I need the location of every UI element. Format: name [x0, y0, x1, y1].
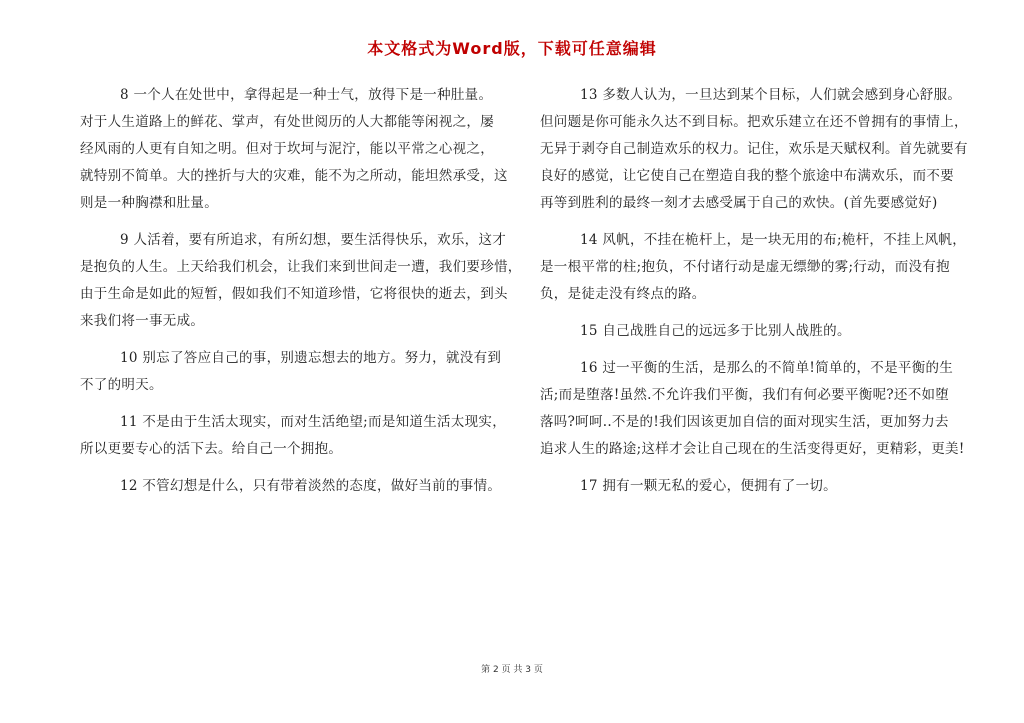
paragraph-9 — [80, 227, 520, 335]
text-line: 8 一个人在处世中，拿得起是一种士气，放得下是一种肚量。 — [120, 87, 493, 103]
right-text-column — [540, 82, 980, 510]
text-line: 经风雨的人更有自知之明。但对于坎坷与泥泞，能以平常之心视之， — [80, 141, 494, 157]
text-line: 17 拥有一颗无私的爱心，便拥有了一切。 — [580, 478, 837, 494]
paragraph-17 — [540, 473, 980, 500]
text-line: 但问题是你可能永久达不到目标。把欢乐建立在还不曾拥有的事情上， — [540, 114, 968, 130]
paragraph-11 — [80, 409, 520, 463]
paragraph-12 — [80, 473, 520, 500]
text-line: 良好的感觉，让它使自己在塑造自我的整个旅途中布满欢乐，而不要 — [540, 168, 954, 184]
document-header-title: 本文格式为Word版，下载可任意编辑 — [367, 39, 657, 58]
paragraph-8 — [80, 82, 520, 217]
text-line: 16 过一平衡的生活，是那么的不简单!简单的，不是平衡的生 — [580, 360, 954, 376]
paragraph-13 — [540, 82, 980, 217]
paragraph-15 — [540, 318, 980, 345]
text-line: 就特别不简单。大的挫折与大的灾难，能不为之所动，能坦然承受，这 — [80, 168, 508, 184]
text-line: 9 人活着，要有所追求，有所幻想，要生活得快乐，欢乐，这才 — [120, 232, 507, 248]
text-line: 12 不管幻想是什么，只有带着淡然的态度，做好当前的事情。 — [120, 478, 502, 494]
text-line: 15 自己战胜自己的远远多于比别人战胜的。 — [580, 323, 851, 339]
text-line: 10 别忘了答应自己的事，别遗忘想去的地方。努力，就没有到 — [120, 350, 502, 366]
paragraph-16 — [540, 355, 980, 463]
text-line: 来我们将一事无成。 — [80, 313, 205, 329]
text-line: 14 风帆，不挂在桅杆上，是一块无用的布;桅杆，不挂上风帆， — [580, 232, 967, 248]
text-line: 无异于剥夺自己制造欢乐的权力。记住，欢乐是天赋权利。首先就要有 — [540, 141, 968, 157]
text-line: 所以更要专心的活下去。给自己一个拥抱。 — [80, 441, 343, 457]
text-line: 是一根平常的柱;抱负，不付诸行动是虚无缥缈的雾;行动，而没有抱 — [540, 259, 950, 275]
text-line: 追求人生的路途;这样才会让自己现在的生活变得更好，更精彩，更美! — [540, 441, 965, 457]
text-line: 由于生命是如此的短暂，假如我们不知道珍惜，它将很快的逝去，到头 — [80, 286, 508, 302]
text-line: 13 多数人认为，一旦达到某个目标，人们就会感到身心舒服。 — [580, 87, 962, 103]
text-line: 对于人生道路上的鲜花、掌声，有处世阅历的人大都能等闲视之，屡 — [80, 114, 494, 130]
left-text-column — [80, 82, 520, 510]
text-line: 再等到胜利的最终一刻才去感受属于自己的欢快。(首先要感觉好) — [540, 195, 938, 211]
page-number-footer: 第 2 页 共 3 页 — [481, 665, 543, 675]
text-line: 不了的明天。 — [80, 377, 163, 393]
text-line: 是抱负的人生。上天给我们机会，让我们来到世间走一遭，我们要珍惜， — [80, 259, 522, 275]
text-line: 负，是徒走没有终点的路。 — [540, 286, 706, 302]
paragraph-10 — [80, 345, 520, 399]
paragraph-14 — [540, 227, 980, 308]
text-line: 活;而是堕落!虽然.不允许我们平衡，我们有何必要平衡呢?还不如堕 — [540, 387, 950, 403]
text-line: 则是一种胸襟和肚量。 — [80, 195, 218, 211]
text-line: 11 不是由于生活太现实，而对生活绝望;而是知道生活太现实， — [120, 414, 507, 430]
text-line: 落吗?呵呵..不是的!我们因该更加自信的面对现实生活，更加努力去 — [540, 414, 949, 430]
